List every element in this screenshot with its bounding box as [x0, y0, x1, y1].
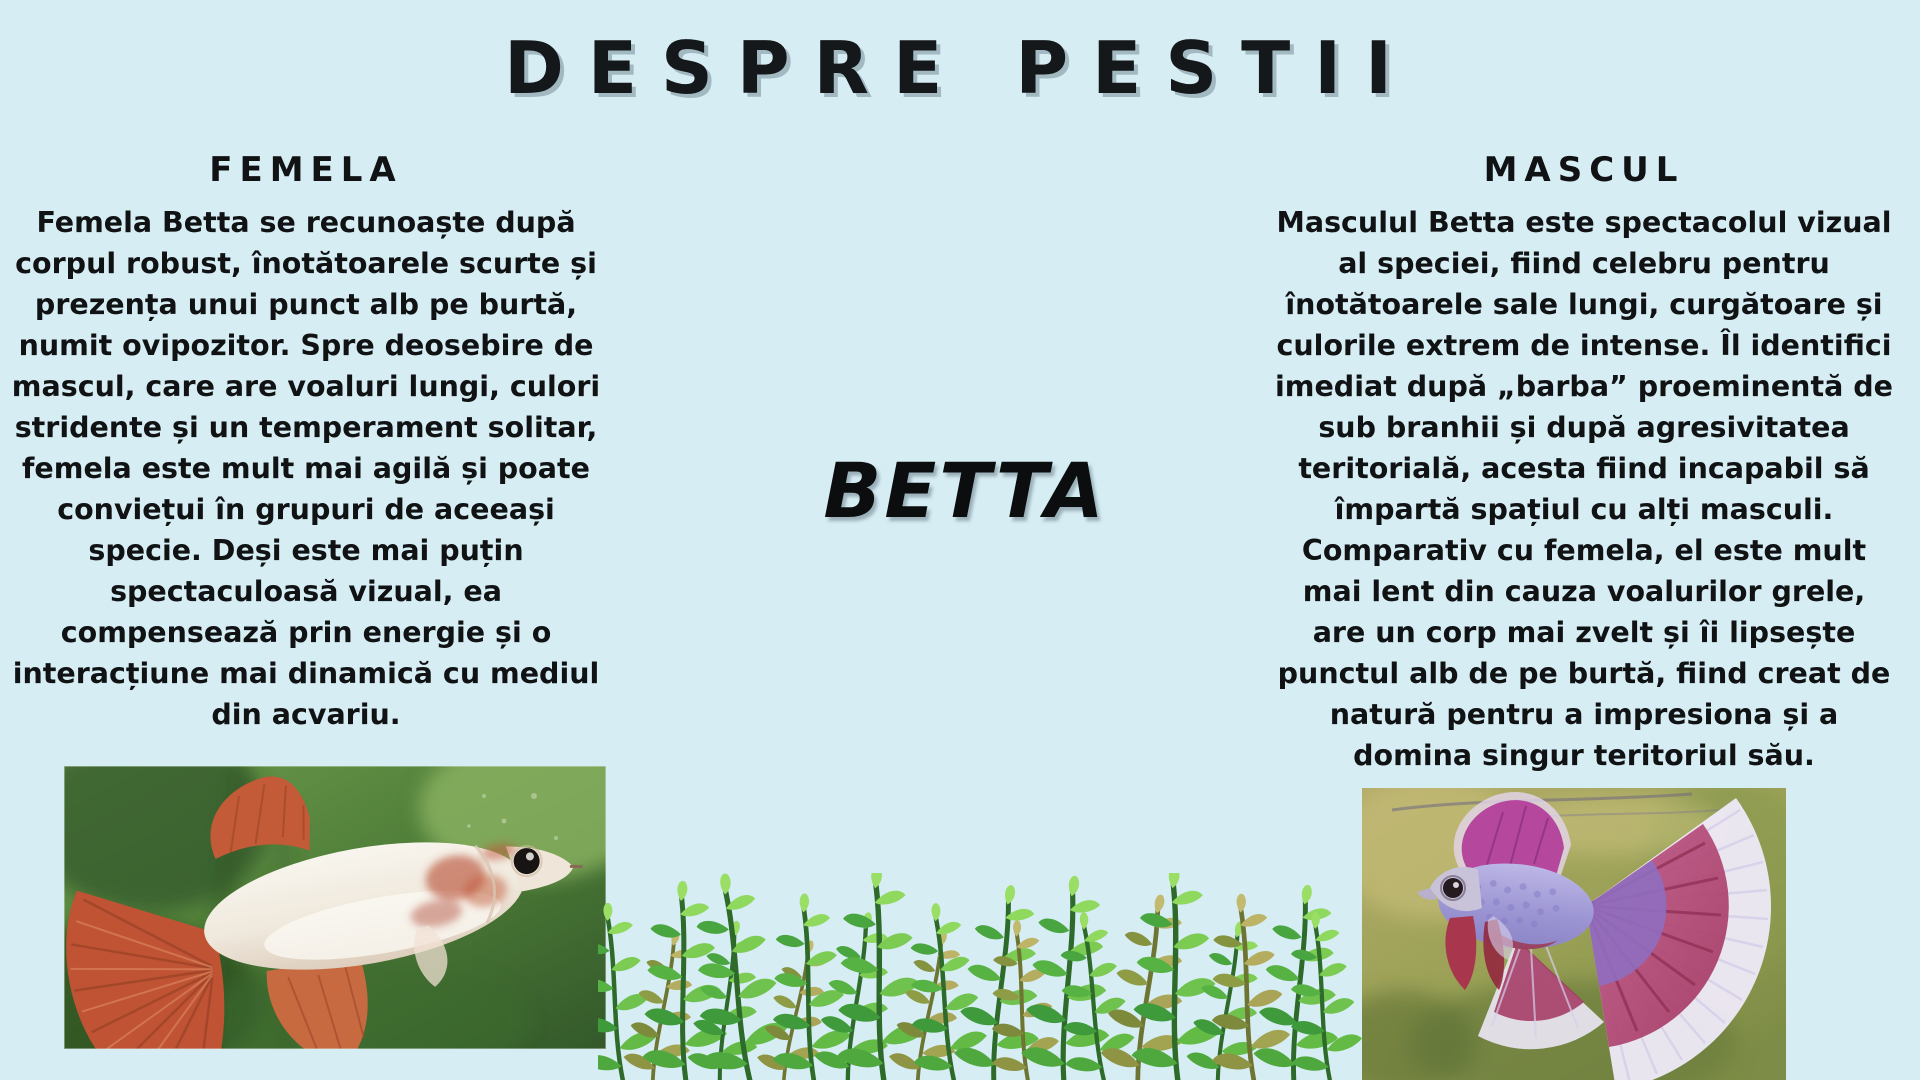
male-betta-photo	[1362, 788, 1786, 1080]
female-betta-photo	[64, 766, 606, 1049]
male-body-text: Masculul Betta este spectacolul vizual al speciei, fiind celebru pentru înotătoarele sale lungi, curgătoare și culorile extrem de intense. Îl identifici imediat după „barba” proeminentă de sub branhii și după agresivitatea teritorială, acesta fiind incapabil să împartă spațiul cu alți masculi. Comparativ cu femela, el este mult mai lent din cauza voalurilor grele, are un corp mai zvelt și îi lipsește punctul alb de pe burtă, fiind creat de natură pentru a impresiona și a domina singur teritoriul său.	[1275, 206, 1893, 772]
female-body-text: Femela Betta se recunoaște după corpul robust, înotătoarele scurte și prezența unui punct alb pe burtă, numit ovipozitor. Spre deosebire de mascul, care are voaluri lungi, culori stridente și un temperament solitar, femela este mult mai agilă și poate conviețui în grupuri de aceeași specie. Deși este mai puțin spectaculoasă vizual, ea compensează prin energie și o interacțiune mai dinamică cu mediul din acvariu.	[11, 206, 601, 731]
betta-label: BETTA	[823, 446, 1107, 535]
male-fish-eye	[1443, 878, 1463, 898]
aquarium-plants	[598, 873, 1372, 1080]
male-section	[1272, 150, 1896, 776]
female-section	[8, 150, 604, 735]
female-heading: FEMELA	[209, 150, 403, 190]
page-title: DESPRE PESTII	[504, 26, 1416, 110]
male-heading: MASCUL	[1483, 150, 1685, 190]
